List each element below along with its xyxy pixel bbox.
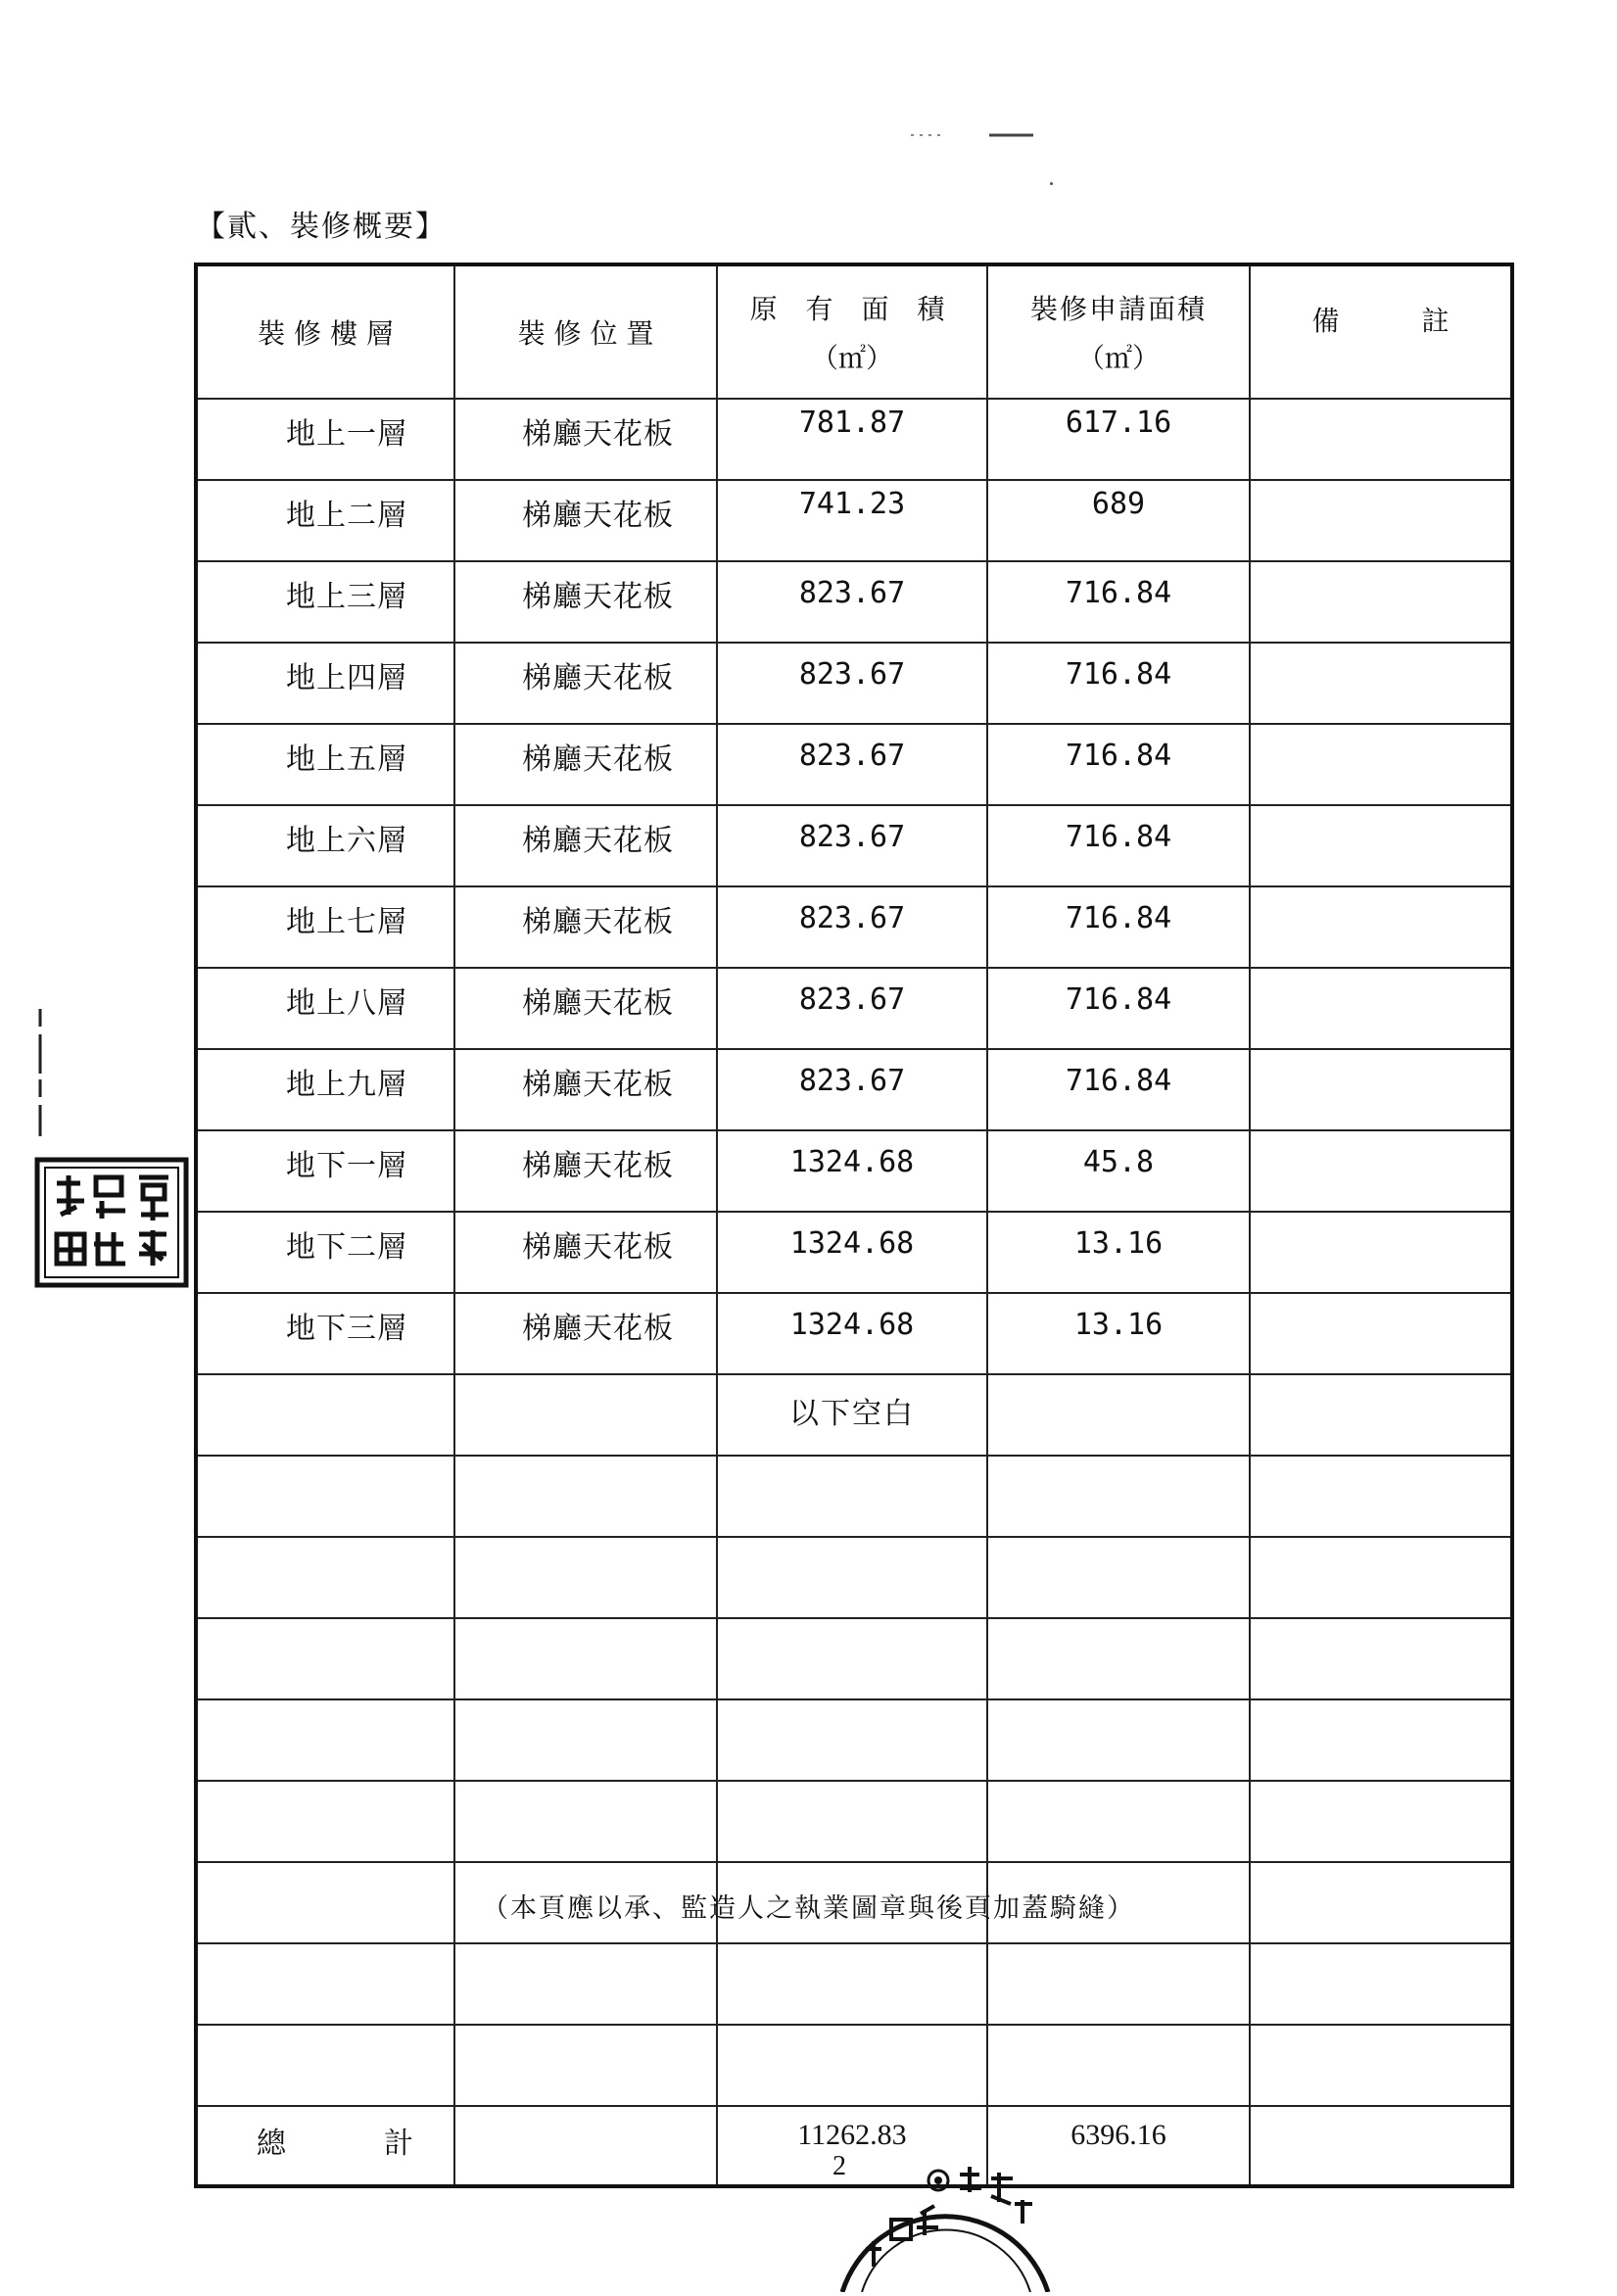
floor-cell [196,1618,454,1699]
position-cell [454,1943,717,2025]
table-row [196,1374,1512,1456]
notes-cell [1250,1943,1512,2025]
applied-area-cell: 13.16 [987,1212,1250,1293]
notes-cell [1250,1781,1512,1862]
applied-area-cell [987,1456,1250,1537]
original-area-cell [717,1781,987,1862]
position-cell [454,1618,717,1699]
position-cell: 梯廳天花板 [454,1293,717,1374]
original-area-cell [717,1618,987,1699]
original-area-cell [717,1943,987,2025]
notes-cell [1250,968,1512,1049]
table-row [196,1049,1512,1130]
applied-area-cell: 716.84 [987,643,1250,724]
applied-area-cell [987,1943,1250,2025]
original-area-cell: 823.67 [717,561,987,643]
floor-cell [196,1943,454,2025]
table-row [196,2025,1512,2106]
applied-area-cell [987,1699,1250,1781]
notes-cell [1250,724,1512,805]
applied-area-cell [987,1618,1250,1699]
position-cell: 梯廳天花板 [454,561,717,643]
table-row [196,1212,1512,1293]
table-row [196,1537,1512,1618]
original-area-cell: 1324.68 [717,1130,987,1212]
position-cell: 梯廳天花板 [454,1130,717,1212]
notes-cell [1250,643,1512,724]
table-header-row [196,264,1512,399]
footnote: （本頁應以承、監造人之執業圖章與後頁加蓋騎縫） [482,1893,1135,1924]
header-applied-area [987,264,1250,399]
position-cell [454,1537,717,1618]
applied-area-cell [987,1537,1250,1618]
original-area-cell: 741.23 [717,480,987,561]
table-row [196,724,1512,805]
original-area-cell: 823.67 [717,643,987,724]
original-area-cell: 823.67 [717,1049,987,1130]
table-row [196,1943,1512,2025]
notes-cell [1250,2025,1512,2106]
applied-area-cell: 716.84 [987,886,1250,968]
table-row [196,1781,1512,1862]
original-area-cell: 以下空白 [717,1374,987,1456]
position-cell [454,1374,717,1456]
header-original-area [717,264,987,399]
position-cell: 梯廳天花板 [454,968,717,1049]
notes-cell [1250,480,1512,561]
original-area-cell: 823.67 [717,805,987,886]
floor-cell [196,1374,454,1456]
position-cell [454,2025,717,2106]
original-area-cell [717,1456,987,1537]
table-row [196,561,1512,643]
position-cell [454,1699,717,1781]
position-cell: 梯廳天花板 [454,1049,717,1130]
notes-cell [1250,1456,1512,1537]
applied-area-cell: 716.84 [987,1049,1250,1130]
floor-cell: 地上九層 [196,1049,454,1130]
total-applied-area: 6396.16 [987,2106,1250,2186]
table-row [196,1293,1512,1374]
header-original-area-label: 原 有 面 積 [749,293,955,325]
header-applied-area-label: 裝修申請面積 [1029,293,1207,325]
original-area-cell: 1324.68 [717,1293,987,1374]
floor-cell [196,2025,454,2106]
position-cell: 梯廳天花板 [454,724,717,805]
header-position: 裝 修 位 置 [454,264,717,399]
position-cell: 梯廳天花板 [454,643,717,724]
notes-cell [1250,805,1512,886]
notes-cell [1250,1699,1512,1781]
table-row [196,968,1512,1049]
original-area-cell [717,1699,987,1781]
header-floor: 裝 修 樓 層 [196,264,454,399]
section-title: 【貳、裝修概要】 [196,210,447,244]
floor-cell: 地上六層 [196,805,454,886]
original-area-cell [717,1537,987,1618]
notes-cell [1250,1618,1512,1699]
table-row [196,643,1512,724]
applied-area-cell: 45.8 [987,1130,1250,1212]
original-area-cell: 823.67 [717,968,987,1049]
table-row [196,1130,1512,1212]
floor-cell: 地上七層 [196,886,454,968]
notes-cell [1250,1374,1512,1456]
position-cell: 梯廳天花板 [454,480,717,561]
architect-seal-image [33,1156,190,1289]
floor-cell: 地上一層 [196,399,454,480]
table-body [196,399,1512,2106]
floor-cell: 地下二層 [196,1212,454,1293]
applied-area-cell: 617.16 [987,399,1250,480]
header-original-area-unit: （㎡） [810,342,893,374]
city-inspection-seal-image [823,2145,1058,2292]
page-number: 2 [832,2151,846,2181]
notes-cell [1250,561,1512,643]
original-area-cell: 1324.68 [717,1212,987,1293]
total-position-cell [454,2106,717,2186]
position-cell: 梯廳天花板 [454,399,717,480]
position-cell: 梯廳天花板 [454,1212,717,1293]
applied-area-cell [987,1374,1250,1456]
table-row [196,480,1512,561]
total-label-a: 總 [257,2127,286,2161]
floor-cell: 地上四層 [196,643,454,724]
applied-area-cell: 716.84 [987,968,1250,1049]
notes-cell [1250,1293,1512,1374]
scan-artifact [911,123,1033,129]
table-row [196,805,1512,886]
applied-area-cell: 689 [987,480,1250,561]
header-notes: 備 註 [1250,264,1512,399]
position-cell: 梯廳天花板 [454,886,717,968]
table-row [196,886,1512,968]
notes-cell [1250,886,1512,968]
floor-cell: 地上八層 [196,968,454,1049]
notes-cell [1250,399,1512,480]
original-area-cell [717,2025,987,2106]
table-row [196,399,1512,480]
notes-cell [1250,1212,1512,1293]
total-original-area: 11262.83 [717,2106,987,2186]
floor-cell: 地下三層 [196,1293,454,1374]
floor-cell [196,1456,454,1537]
table-row [196,1699,1512,1781]
floor-cell [196,1781,454,1862]
header-applied-area-unit: （㎡） [1076,342,1160,374]
total-notes-cell [1250,2106,1512,2186]
table-row [196,1456,1512,1537]
floor-cell: 地上五層 [196,724,454,805]
floor-cell: 地下一層 [196,1130,454,1212]
applied-area-cell [987,2025,1250,2106]
margin-mark [37,1009,43,1136]
original-area-cell: 823.67 [717,886,987,968]
floor-cell [196,1699,454,1781]
applied-area-cell [987,1781,1250,1862]
applied-area-cell: 716.84 [987,805,1250,886]
floor-cell: 地上三層 [196,561,454,643]
notes-cell [1250,1537,1512,1618]
table-row [196,1618,1512,1699]
original-area-cell: 823.67 [717,724,987,805]
applied-area-cell: 716.84 [987,561,1250,643]
applied-area-cell: 13.16 [987,1293,1250,1374]
floor-cell [196,1537,454,1618]
position-cell [454,1781,717,1862]
position-cell: 梯廳天花板 [454,805,717,886]
total-label-b: 計 [384,2127,413,2161]
notes-cell [1250,1130,1512,1212]
original-area-cell: 781.87 [717,399,987,480]
total-label [196,2106,454,2186]
scan-dot [1050,182,1053,185]
position-cell [454,1456,717,1537]
notes-cell [1250,1049,1512,1130]
applied-area-cell: 716.84 [987,724,1250,805]
floor-cell: 地上二層 [196,480,454,561]
